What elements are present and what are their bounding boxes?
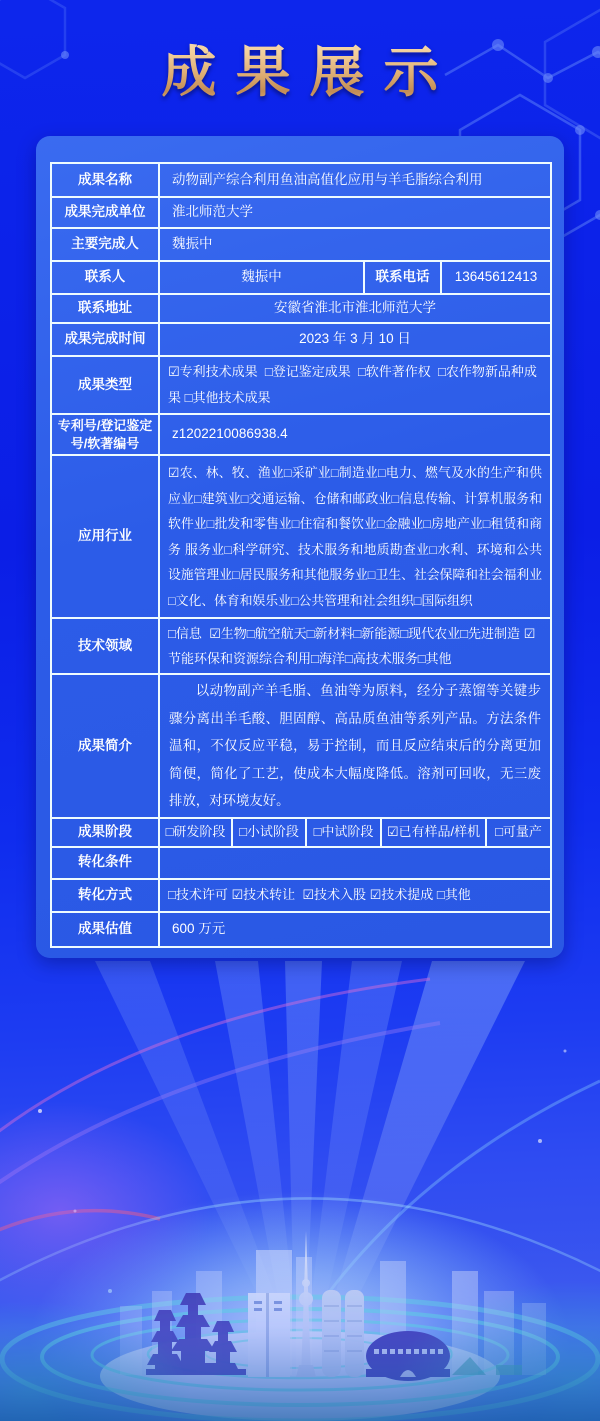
application-industry-checkboxes: ☑农、林、牧、渔业□采矿业□制造业□电力、燃气及水的生产和供应业□建筑业□交通运输、仓储和邮政业□信息传输、计算机服务和软件业□批发和零售业□住宿和餐饮业□金融业□房地产业□租赁和商务 服务业□科学研究、技术服务和地质勘查业□水利、环境和公共设施管理业□居民服务和其他服务业□卫生、社会保障和社会福利业□文化、体育和娱乐业□公共管理和社会组织□国际组织 [158, 456, 550, 617]
row-achievement-name [52, 164, 550, 196]
application-industry-label: 应用行业 [78, 528, 132, 544]
transform-method-label: 转化方式 [78, 886, 132, 902]
row-contact [52, 260, 550, 293]
stage-option-rd: □研发阶段 [158, 819, 231, 846]
completing-unit-value: 淮北师范大学 [158, 198, 550, 227]
patent-no-label: 专利号/登记鉴定号/软著编号 [57, 418, 153, 451]
stage-option-mass-production: □可量产 [485, 819, 550, 846]
stage-option-small-test: □小试阶段 [231, 819, 305, 846]
row-completing-unit [52, 196, 550, 227]
stage-option-sample: ☑已有样品/样机 [380, 819, 485, 846]
achievement-type-label: 成果类型 [78, 376, 132, 392]
achievement-type-checkboxes: ☑专利技术成果 □登记鉴定成果 □软件著作权 □农作物新品种成果 □其他技术成果 [158, 357, 550, 413]
achievement-name-label: 成果名称 [78, 171, 132, 187]
contact-phone-value: 13645612413 [440, 262, 550, 293]
achievement-name-value: 动物副产综合利用鱼油高值化应用与羊毛脂综合利用 [158, 164, 550, 196]
tech-field-checkboxes: □信息 ☑生物□航空航天□新材料□新能源□现代农业□先进制造 ☑节能环保和资源综合利用□海洋□高技术服务□其他 [158, 619, 550, 673]
valuation-value: 600 万元 [158, 913, 550, 946]
row-contact-address [52, 293, 550, 322]
page-title: 成果展示 [0, 28, 600, 107]
contact-address-value: 安徽省淮北市淮北师范大学 [158, 295, 550, 322]
light-arcs [0, 979, 600, 1291]
stage-label: 成果阶段 [78, 823, 132, 839]
patent-no-value: z1202210086938.4 [158, 415, 550, 454]
row-transform-condition [52, 846, 550, 878]
summary-text: 以动物副产羊毛脂、鱼油等为原料，经分子蒸馏等关键步骤分离出羊毛酸、胆固醇、高品质鱼油等系列产品。方法条件温和，不仅反应平稳，易于控制，而且反应结束后的分离更加简便，简化了工艺，使成本大幅度降低。溶剂可回收，无三废排放，对环境友好。 [158, 675, 550, 817]
transform-condition-value [158, 848, 550, 878]
row-stage [52, 817, 550, 846]
dome-building [366, 1331, 450, 1381]
row-summary [52, 673, 550, 817]
contact-phone-label: 联系电话 [363, 262, 440, 293]
row-application-industry [52, 454, 550, 617]
info-panel [36, 136, 564, 958]
completion-time-label: 成果完成时间 [64, 331, 146, 347]
transform-method-checkboxes: □技术许可 ☑技术转让 ☑技术入股 ☑技术提成 □其他 [158, 880, 550, 911]
completing-unit-label: 成果完成单位 [64, 204, 146, 220]
contact-address-label: 联系地址 [78, 300, 132, 316]
stage-option-pilot: □中试阶段 [305, 819, 380, 846]
main-completer-value: 魏振中 [158, 229, 550, 260]
twin-towers [322, 1290, 364, 1377]
contact-label: 联系人 [84, 269, 126, 285]
row-completion-time [52, 322, 550, 355]
row-tech-field [52, 617, 550, 673]
center-tower [248, 1293, 290, 1377]
spire-tower [296, 1231, 316, 1377]
info-table [50, 162, 552, 948]
row-patent-no [52, 413, 550, 454]
completion-time-value: 2023 年 3 月 10 日 [158, 324, 550, 355]
transform-condition-label: 转化条件 [78, 854, 132, 870]
row-achievement-type [52, 355, 550, 413]
city-skyline-illustration [0, 961, 600, 1421]
cyan-rings [2, 1297, 598, 1421]
row-main-completer [52, 227, 550, 260]
background-towers [120, 1250, 546, 1375]
row-transform-method [52, 878, 550, 911]
main-completer-label: 主要完成人 [71, 236, 139, 252]
row-valuation [52, 911, 550, 946]
summary-label: 成果简介 [78, 737, 132, 753]
light-beams [95, 961, 525, 1353]
right-structures [452, 1357, 522, 1375]
contact-name-value: 魏振中 [158, 262, 363, 293]
pagoda-buildings [146, 1293, 246, 1375]
tech-field-label: 技术领域 [78, 637, 132, 653]
valuation-label: 成果估值 [78, 920, 132, 936]
